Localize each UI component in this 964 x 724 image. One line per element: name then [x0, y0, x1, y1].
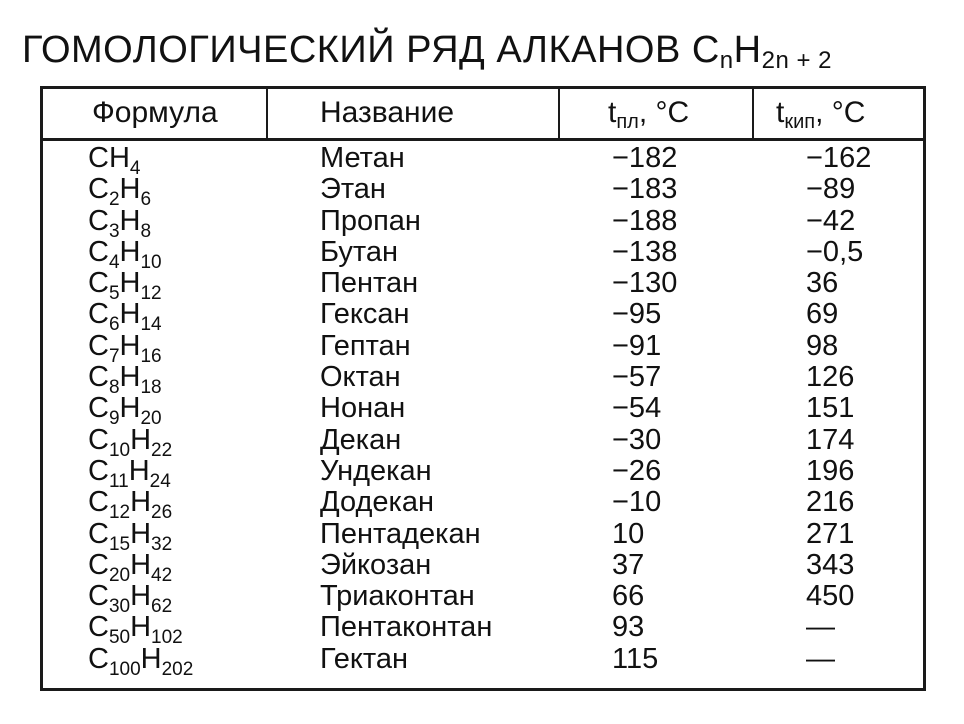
boiling-point-cell: 271 [806, 517, 855, 550]
formula-cell [88, 267, 162, 305]
formula-c: C [88, 423, 109, 456]
formula-h: H [119, 204, 141, 237]
formula-h-count: 18 [140, 377, 162, 399]
table-row [0, 423, 964, 461]
boiling-point-cell: 450 [806, 580, 855, 613]
formula-cell [88, 517, 173, 555]
formula-c-count: 11 [108, 470, 129, 492]
formula-c-count: 6 [108, 314, 120, 336]
formula-h: H [130, 486, 152, 519]
boiling-point-cell: 69 [806, 298, 839, 331]
name-cell: Ундекан [320, 454, 432, 487]
formula-c: C [88, 142, 109, 174]
name-cell: Гексан [320, 298, 410, 331]
header-melt-unit: , °С [638, 96, 690, 129]
formula-h-count: 10 [140, 251, 162, 273]
boiling-point-cell: −42 [806, 204, 856, 237]
title-sub-2n2: 2n + 2 [761, 47, 833, 74]
melting-point-cell: −182 [612, 142, 678, 174]
formula-cell [88, 235, 162, 273]
formula-c: C [88, 548, 109, 581]
table-row [0, 611, 964, 649]
table-row [0, 173, 964, 211]
formula-cell [88, 173, 152, 211]
table-row [0, 642, 964, 680]
name-cell: Триаконтан [320, 580, 475, 613]
table-row [0, 580, 964, 618]
column-divider [752, 86, 754, 140]
melting-point-cell: 66 [612, 580, 645, 613]
table-row [0, 548, 964, 586]
name-cell: Эйкозан [320, 548, 432, 581]
melting-point-cell: −57 [612, 361, 662, 394]
formula-h: H [119, 267, 141, 300]
formula-h-count: 22 [151, 439, 173, 461]
formula-c-count: 12 [108, 502, 131, 524]
formula-c-count: 30 [108, 596, 131, 618]
formula-cell [88, 611, 183, 649]
melting-point-cell: −54 [612, 392, 662, 425]
formula-c-count: 15 [108, 533, 131, 555]
formula-h-count: 42 [151, 564, 173, 586]
boiling-point-cell: 196 [806, 454, 855, 487]
formula-c: C [88, 392, 109, 425]
formula-cell [88, 361, 162, 399]
table-body [0, 142, 964, 680]
table-row [0, 329, 964, 367]
formula-c: C [88, 235, 109, 268]
formula-c: C [88, 267, 109, 300]
formula-h: H [119, 173, 141, 206]
formula-h: H [130, 423, 152, 456]
boiling-point-cell: 126 [806, 361, 855, 394]
formula-h-count: 8 [140, 220, 152, 242]
table-row [0, 486, 964, 524]
formula-c: C [88, 517, 109, 550]
formula-cell [88, 298, 162, 336]
name-cell: Этан [320, 173, 386, 206]
formula-cell [88, 204, 152, 242]
name-cell: Гектан [320, 642, 409, 675]
formula-h-count: 4 [129, 158, 141, 179]
formula-c-count: 3 [108, 220, 120, 242]
name-cell: Метан [320, 142, 405, 174]
formula-h: H [140, 642, 162, 675]
table-row [0, 392, 964, 430]
melting-point-cell: −183 [612, 173, 678, 206]
header-boiling-point [776, 93, 865, 133]
table-row [0, 267, 964, 305]
formula-cell [88, 142, 141, 179]
formula-c-count: 5 [108, 283, 120, 305]
boiling-point-cell: — [806, 611, 835, 644]
table-row [0, 204, 964, 242]
melting-point-cell: −30 [612, 423, 662, 456]
formula-cell [88, 454, 171, 492]
formula-c-count: 7 [108, 345, 120, 367]
formula-h-count: 62 [151, 596, 173, 618]
formula-c-count: 2 [108, 189, 120, 211]
header-melt-sub: пл [616, 111, 639, 133]
formula-h-count: 26 [151, 502, 173, 524]
formula-c: C [88, 361, 109, 394]
formula-c-count: 8 [108, 377, 120, 399]
title-sub-n: n [719, 47, 734, 74]
formula-h: H [130, 548, 152, 581]
formula-c: C [88, 486, 109, 519]
formula-c: C [88, 173, 109, 206]
title-h: Н [733, 29, 762, 71]
formula-h-count: 102 [151, 627, 183, 649]
formula-c: C [88, 204, 109, 237]
formula-c: C [88, 580, 109, 613]
formula-h: H [119, 329, 141, 362]
melting-point-cell: 10 [612, 517, 645, 550]
melting-point-cell: 115 [612, 642, 659, 675]
formula-cell [88, 392, 162, 430]
page-title [22, 26, 832, 74]
table-row [0, 142, 964, 179]
boiling-point-cell: 98 [806, 329, 839, 362]
table-row [0, 517, 964, 555]
formula-h-count: 12 [140, 283, 162, 305]
table-row [0, 235, 964, 273]
boiling-point-cell: — [806, 642, 835, 675]
name-cell: Октан [320, 361, 401, 394]
formula-h-count: 20 [140, 408, 162, 430]
boiling-point-cell: 36 [806, 267, 839, 300]
formula-c-count: 9 [108, 408, 120, 430]
formula-cell [88, 329, 162, 367]
formula-h-count: 6 [140, 189, 152, 211]
header-boil-sub: кип [784, 111, 816, 133]
formula-c: C [88, 642, 109, 675]
formula-c-count: 4 [108, 251, 120, 273]
name-cell: Пентадекан [320, 517, 481, 550]
melting-point-cell: −188 [612, 204, 678, 237]
header-boil-t: t [776, 96, 785, 129]
formula-h-count: 32 [151, 533, 173, 555]
header-divider [40, 138, 926, 141]
table-row [0, 298, 964, 336]
formula-c-count: 20 [108, 564, 131, 586]
formula-h: H [130, 517, 152, 550]
formula-c: C [88, 329, 109, 362]
column-divider [558, 86, 560, 140]
formula-h-count: 14 [140, 314, 162, 336]
title-text: ГОМОЛОГИЧЕСКИЙ РЯД АЛКАНОВ С [22, 29, 720, 71]
header-melting-point [608, 93, 689, 133]
formula-c: C [88, 454, 109, 487]
formula-cell [88, 580, 173, 618]
formula-h: H [128, 454, 150, 487]
melting-point-cell: −95 [612, 298, 662, 331]
table-row [0, 454, 964, 492]
boiling-point-cell: 343 [806, 548, 855, 581]
formula-c-count: 10 [108, 439, 131, 461]
name-cell: Бутан [320, 235, 398, 268]
formula-h: H [119, 298, 141, 331]
boiling-point-cell: 174 [806, 423, 855, 456]
formula-h: H [130, 611, 152, 644]
melting-point-cell: −91 [612, 329, 662, 362]
boiling-point-cell: −0,5 [806, 235, 864, 268]
boiling-point-cell: −162 [806, 142, 872, 174]
formula-c-count: 50 [108, 627, 131, 649]
column-divider [266, 86, 268, 140]
name-cell: Нонан [320, 392, 406, 425]
formula-c: C [88, 611, 109, 644]
boiling-point-cell: 216 [806, 486, 855, 519]
table-row [0, 361, 964, 399]
formula-h-count: 24 [149, 470, 171, 492]
formula-h: H [130, 580, 152, 613]
formula-c-count: 100 [108, 658, 141, 680]
name-cell: Пентан [320, 267, 419, 300]
name-cell: Пропан [320, 204, 421, 237]
formula-h: H [119, 235, 141, 268]
formula-cell [88, 423, 173, 461]
name-cell: Декан [320, 423, 402, 456]
header-boil-unit: , °С [815, 96, 866, 129]
formula-h: H [108, 142, 130, 174]
melting-point-cell: −26 [612, 454, 662, 487]
melting-point-cell: 37 [612, 548, 645, 581]
melting-point-cell: −138 [612, 235, 678, 268]
formula-h: H [119, 361, 141, 394]
formula-cell [88, 486, 173, 524]
name-cell: Гептан [320, 329, 411, 362]
formula-h-count: 16 [140, 345, 162, 367]
melting-point-cell: −130 [612, 267, 678, 300]
boiling-point-cell: 151 [806, 392, 855, 425]
name-cell: Пентаконтан [320, 611, 493, 644]
melting-point-cell: −10 [612, 486, 662, 519]
header-formula: Формула [92, 96, 218, 129]
melting-point-cell: 93 [612, 611, 645, 644]
formula-cell [88, 642, 194, 680]
formula-c: C [88, 298, 109, 331]
formula-cell [88, 548, 173, 586]
header-melt-t: t [608, 96, 617, 129]
formula-h-count: 202 [161, 658, 194, 680]
header-name: Название [320, 96, 455, 129]
name-cell: Додекан [320, 486, 434, 519]
boiling-point-cell: −89 [806, 173, 856, 206]
formula-h: H [119, 392, 141, 425]
